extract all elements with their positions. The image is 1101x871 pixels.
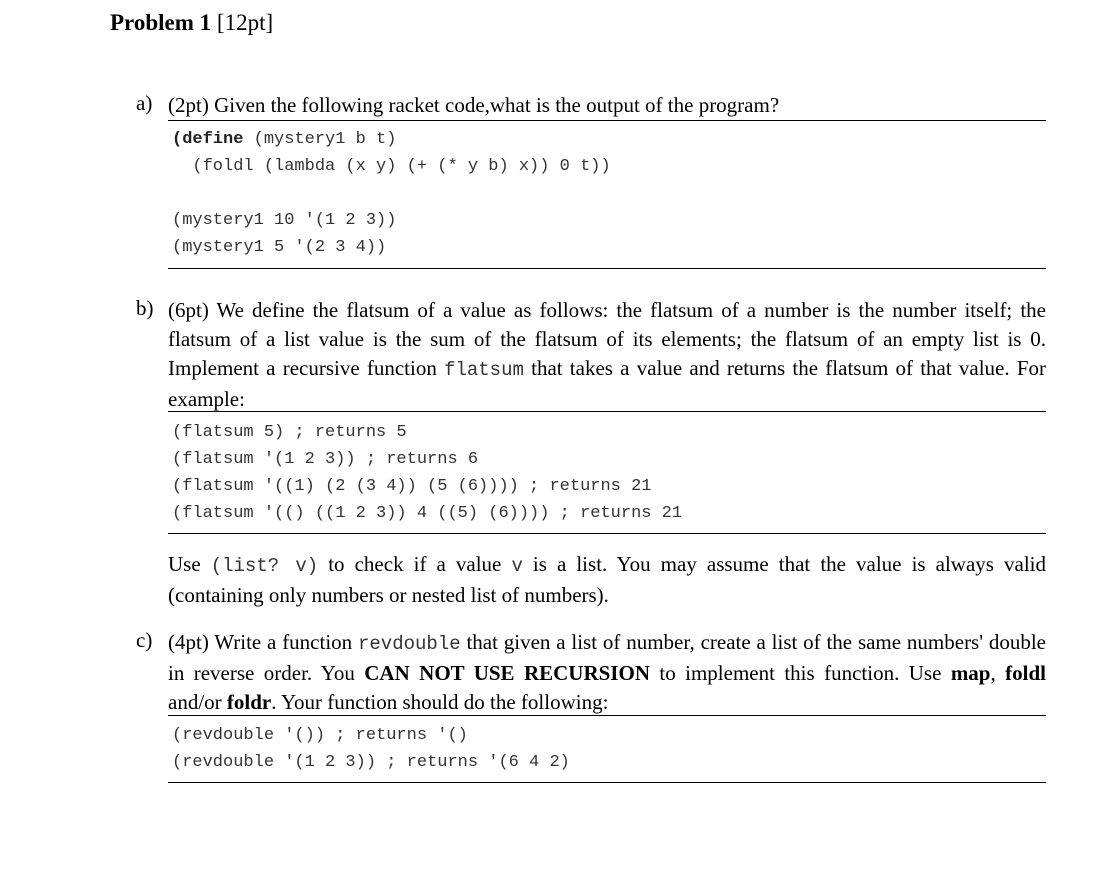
code-define-keyword: (define xyxy=(172,130,244,149)
part-c-intro-4: , xyxy=(990,661,1006,685)
part-c-rule-bottom xyxy=(168,782,1046,783)
part-c-example-1: (revdouble '()) ; returns '() xyxy=(172,726,468,745)
foldr-bold: foldr xyxy=(226,690,272,714)
revdouble-code: revdouble xyxy=(358,633,461,655)
code-define-rest: (mystery1 b t) xyxy=(243,130,397,149)
part-b-example-1: (flatsum 5) ; returns 5 xyxy=(172,423,407,442)
part-a-label: a) xyxy=(136,91,153,115)
part-b-rule-bottom xyxy=(168,533,1046,534)
no-recursion-bold: CAN NOT USE RECURSION xyxy=(364,661,650,685)
part-b-note-tail: is a list. You may assume that the value is always valid (containing only numbers or nested list of numbers). xyxy=(168,552,1046,607)
v-code: v xyxy=(511,555,523,577)
part-c-intro-6: . Your function should do the following: xyxy=(271,690,609,714)
part-b-example-4: (flatsum '(() ((1 2 3)) 4 ((5) (6)))) ; returns 21 xyxy=(172,504,683,523)
part-a-rule-bottom xyxy=(168,268,1046,269)
part-c-intro-1: (4pt) Write a function xyxy=(168,630,358,654)
part-b-intro-text: (6pt) We define the flatsum of a value as follows: the flatsum of a number is the number itself; the flatsum of a list value is the sum of the flatsum of its elements; the flatsum of an empty list is 0. Implement a recursive function xyxy=(168,298,1046,380)
part-c-intro-5: and/or xyxy=(168,690,227,714)
part-b-note xyxy=(168,550,1046,610)
foldl-bold: foldl xyxy=(1005,661,1046,685)
part-c-label: c) xyxy=(136,628,153,652)
part-c-intro-3: to implement this function. Use xyxy=(649,661,951,685)
part-a-code-line-2: (foldl (lambda (x y) (+ (* y b) x)) 0 t)) xyxy=(172,157,611,176)
part-a-code-line-3: (mystery1 10 '(1 2 3)) xyxy=(172,211,397,230)
part-a-question: (2pt) Given the following racket code,what is the output of the program? xyxy=(168,93,780,117)
part-c-rule-top xyxy=(168,715,1046,716)
part-b-example-3: (flatsum '((1) (2 (3 4)) (5 (6)))) ; returns 21 xyxy=(172,477,652,496)
part-a-rule-top xyxy=(168,120,1046,121)
list-check-code: (list? v) xyxy=(210,555,319,577)
part-c-intro xyxy=(168,628,1046,717)
part-c-intro-2: that given a list of number, create a list of the same numbers' double in reverse order. You xyxy=(168,630,1046,685)
part-b-rule-top xyxy=(168,411,1046,412)
part-c-example-2: (revdouble '(1 2 3)) ; returns '(6 4 2) xyxy=(172,753,570,772)
part-b-note-mid: to check if a value xyxy=(318,552,512,576)
part-a-code-line-1 xyxy=(172,126,396,153)
part-b-intro xyxy=(168,296,1046,414)
part-a-code-line-4: (mystery1 5 '(2 3 4)) xyxy=(172,238,387,257)
flatsum-code: flatsum xyxy=(444,359,524,381)
part-b-intro-tail: that takes a value and returns the flatsum of that value. For example: xyxy=(168,356,1046,411)
part-b-label: b) xyxy=(136,296,154,320)
problem-title-bold: Problem 1 xyxy=(110,10,212,35)
problem-title xyxy=(110,10,273,36)
map-bold: map xyxy=(950,661,991,685)
problem-points: [12pt] xyxy=(216,10,274,35)
part-b-note-use: Use xyxy=(168,552,211,576)
part-b-example-2: (flatsum '(1 2 3)) ; returns 6 xyxy=(172,450,479,469)
